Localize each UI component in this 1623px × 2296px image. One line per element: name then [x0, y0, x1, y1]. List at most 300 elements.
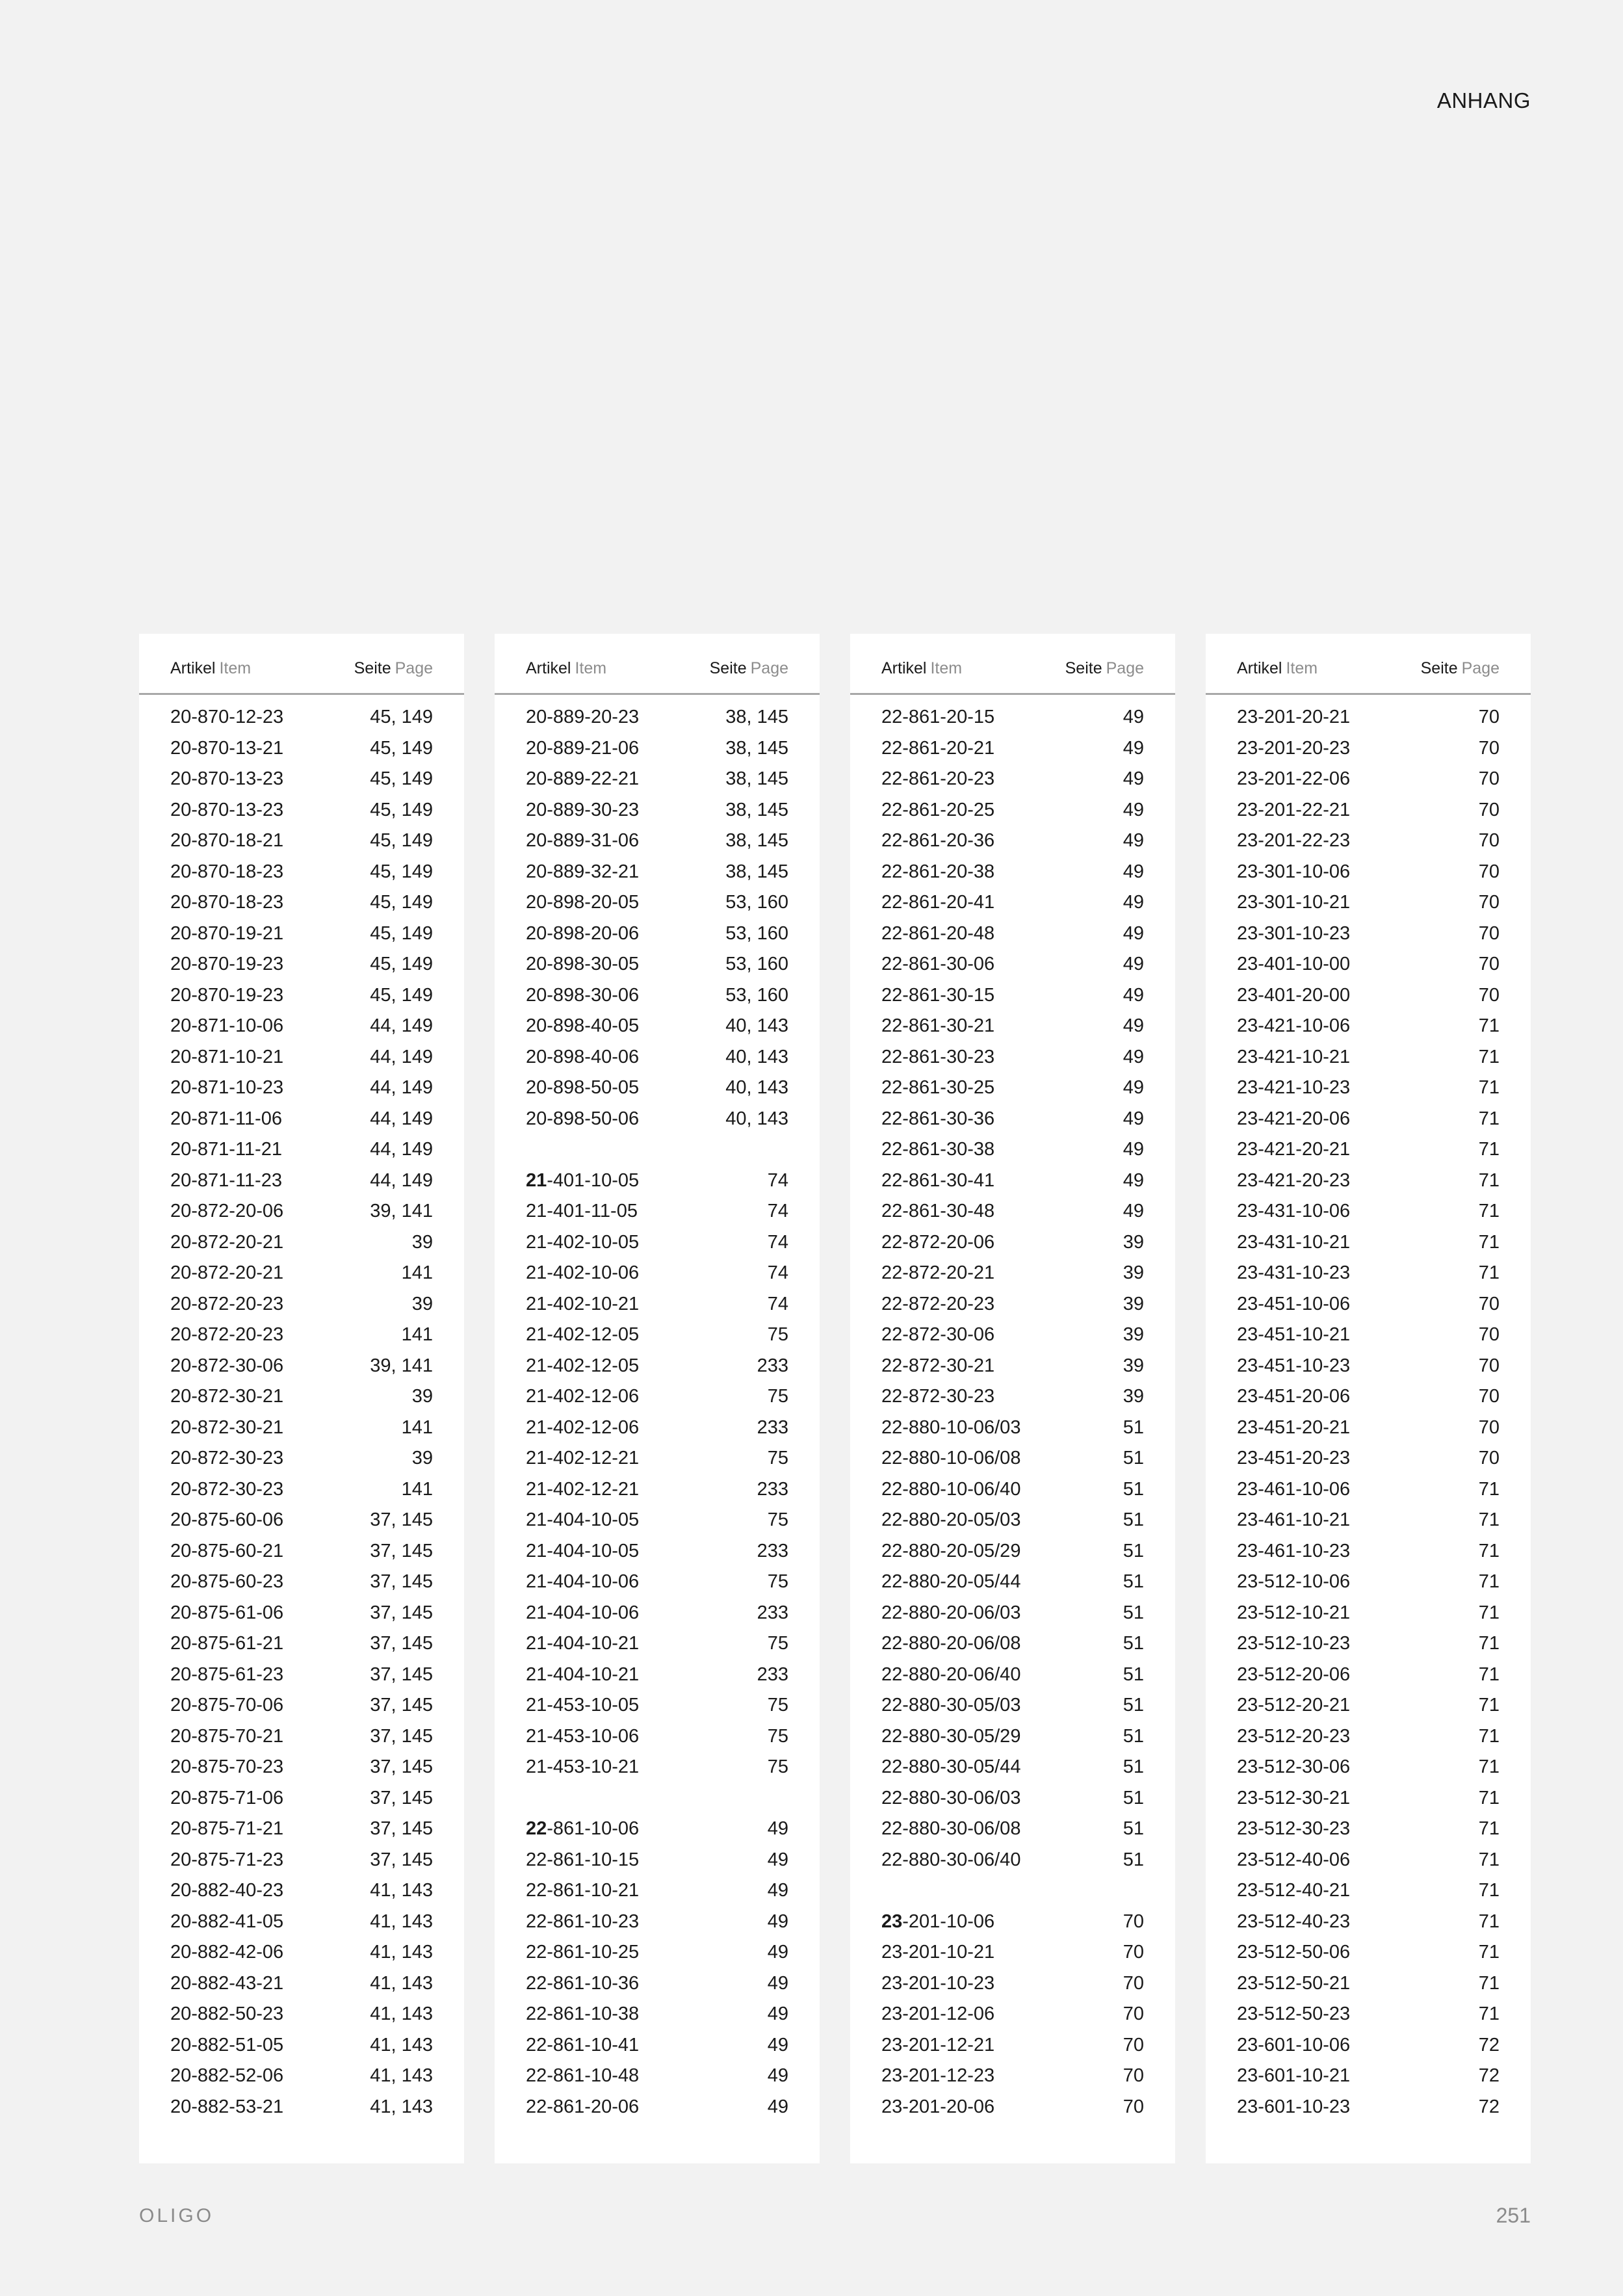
- table-row: [139, 1844, 464, 1875]
- table-row: [850, 887, 1175, 918]
- page-reference: 71: [1478, 2003, 1500, 2024]
- table-row: [1206, 2029, 1531, 2061]
- article-number: 20-875-71-21: [170, 1818, 284, 1839]
- article-number: 20-875-61-23: [170, 1663, 284, 1685]
- table-row: [495, 1195, 820, 1227]
- page-reference: 51: [1123, 1663, 1144, 1685]
- page-reference: 41, 143: [370, 2096, 433, 2117]
- page-reference: 51: [1123, 1633, 1144, 1654]
- table-row: [495, 1906, 820, 1937]
- table-row: [495, 763, 820, 794]
- page-reference: 74: [767, 1201, 788, 1221]
- table-row: [139, 1937, 464, 1968]
- article-number: 22-861-30-48: [881, 1201, 995, 1221]
- article-number: 21-402-12-21: [526, 1478, 640, 1500]
- table-row: [850, 701, 1175, 733]
- article-suffix: -401-10-05: [547, 1169, 640, 1191]
- page-reference: 44, 149: [370, 1108, 433, 1129]
- article-number: 20-898-20-06: [526, 922, 640, 944]
- table-row: [495, 1504, 820, 1535]
- page-reference: 70: [1123, 2003, 1144, 2024]
- article-number: 20-870-19-21: [170, 922, 284, 944]
- article-number: 23-201-20-06: [881, 2096, 995, 2117]
- index-column-3: [850, 634, 1175, 2163]
- page-reference: 49: [1123, 1077, 1144, 1098]
- article-number: 21-402-12-05: [526, 1355, 640, 1376]
- article-number: 23-601-10-21: [1237, 2065, 1351, 2086]
- article-number: 22-872-30-06: [881, 1324, 995, 1345]
- article-number: 22-880-10-06/40: [881, 1478, 1021, 1500]
- article-number: 21-402-10-05: [526, 1231, 640, 1253]
- table-row: [495, 794, 820, 826]
- table-row: [139, 2029, 464, 2061]
- table-row: [850, 2060, 1175, 2091]
- page-reference: 71: [1478, 1231, 1500, 1253]
- table-row: [139, 1906, 464, 1937]
- table-row: [139, 1103, 464, 1134]
- page-header-de: Seite: [1420, 659, 1458, 677]
- index-rows: [1206, 695, 1531, 2122]
- article-number: 22-880-30-06/03: [881, 1787, 1021, 1808]
- article-number: 20-872-20-21: [170, 1262, 284, 1283]
- article-number: 20-870-13-21: [170, 737, 284, 759]
- table-row: [850, 1628, 1175, 1659]
- table-row: [1206, 1381, 1531, 1412]
- page-reference: 41, 143: [370, 1942, 433, 1963]
- table-row: [1206, 1597, 1531, 1628]
- article-number: 23-431-10-06: [1237, 1201, 1351, 1221]
- article-number: 22-880-20-05/03: [881, 1509, 1021, 1530]
- table-row: [1206, 2091, 1531, 2122]
- page-reference: 49: [1123, 1015, 1144, 1036]
- page-reference: 38, 145: [725, 799, 788, 820]
- table-row: [850, 1474, 1175, 1505]
- table-row: [1206, 948, 1531, 980]
- table-row: [850, 1319, 1175, 1350]
- article-number: 22-861-20-23: [881, 768, 995, 789]
- table-row: [495, 1257, 820, 1288]
- table-row: [1206, 1721, 1531, 1752]
- table-row: [850, 1597, 1175, 1628]
- page-reference: 72: [1478, 2065, 1500, 2086]
- table-row: [850, 918, 1175, 949]
- column-header: [850, 634, 1175, 695]
- table-row: [850, 1504, 1175, 1535]
- item-header-de: Artikel: [881, 659, 927, 677]
- page-reference: 141: [401, 1262, 433, 1283]
- table-row: [139, 1813, 464, 1844]
- article-number: 22-872-20-21: [881, 1262, 995, 1283]
- article-number: 20-882-50-23: [170, 2003, 284, 2024]
- item-header-de: Artikel: [170, 659, 216, 677]
- article-number: 23-512-40-06: [1237, 1849, 1351, 1870]
- article-number: 21-404-10-05: [526, 1540, 640, 1561]
- table-row: [1206, 1844, 1531, 1875]
- article-number: 23-401-20-00: [1237, 984, 1351, 1006]
- item-header-en: Item: [930, 659, 963, 677]
- article-number: 23-431-10-21: [1237, 1231, 1351, 1253]
- table-row: [495, 1968, 820, 1999]
- index-rows: [850, 695, 1175, 2122]
- page-reference: 37, 145: [370, 1602, 433, 1623]
- table-row: [850, 794, 1175, 826]
- article-number: 22-880-10-06/03: [881, 1416, 1021, 1438]
- table-row: [139, 1381, 464, 1412]
- page-reference: 49: [767, 1880, 788, 1901]
- index-column-2: [495, 634, 820, 2163]
- table-row: [850, 1257, 1175, 1288]
- section-title: ANHANG: [1436, 88, 1531, 112]
- table-row: [850, 1010, 1175, 1041]
- page-reference: 45, 149: [370, 707, 433, 727]
- table-row: [495, 1319, 820, 1350]
- article-number: 22-880-10-06/08: [881, 1448, 1021, 1468]
- article-number: 23-201-20-23: [1237, 737, 1351, 759]
- page-reference: 37, 145: [370, 1818, 433, 1839]
- table-row: [1206, 1937, 1531, 1968]
- table-row: [1206, 1195, 1531, 1227]
- article-number: 20-872-30-21: [170, 1386, 284, 1407]
- article-number: 23-451-20-23: [1237, 1448, 1351, 1468]
- brand-logo: OLIGO: [139, 2205, 214, 2226]
- article-number: 23-301-10-06: [1237, 861, 1351, 882]
- article-number: 23-401-10-00: [1237, 954, 1351, 974]
- article-number: 20-898-50-06: [526, 1108, 640, 1129]
- article-number: 22-861-10-48: [526, 2065, 640, 2086]
- table-row: [1206, 1628, 1531, 1659]
- table-row: [1206, 763, 1531, 794]
- table-row: [850, 825, 1175, 856]
- page-reference: 41, 143: [370, 1972, 433, 1994]
- article-number: 20-870-13-23: [170, 768, 284, 789]
- article-number: 22-880-20-06/08: [881, 1633, 1021, 1654]
- article-number: 21-453-10-21: [526, 1756, 640, 1777]
- table-row: [850, 1288, 1175, 1320]
- page-reference: 49: [1123, 707, 1144, 727]
- table-row: [495, 1566, 820, 1597]
- page-reference: 70: [1478, 768, 1500, 789]
- page-reference: 39: [1123, 1262, 1144, 1283]
- article-number: 20-871-10-06: [170, 1015, 284, 1036]
- page-reference: 75: [767, 1509, 788, 1530]
- table-row: [1206, 701, 1531, 733]
- article-number: 22-861-30-15: [881, 984, 995, 1006]
- table-row: [139, 1566, 464, 1597]
- page-reference: 49: [767, 2096, 788, 2117]
- table-row: [139, 701, 464, 733]
- page-reference: 44, 149: [370, 1077, 433, 1098]
- page-reference: 51: [1123, 1448, 1144, 1468]
- table-row: [850, 1689, 1175, 1721]
- page-header-de: Seite: [354, 659, 391, 677]
- article-number: 22-861-30-23: [881, 1046, 995, 1067]
- page-reference: 39: [1123, 1355, 1144, 1376]
- table-row: [1206, 1906, 1531, 1937]
- table-row: [139, 1535, 464, 1567]
- table-row: [495, 1165, 820, 1196]
- page-reference: 71: [1478, 1972, 1500, 1994]
- table-row: [850, 1968, 1175, 1999]
- article-number: [526, 1170, 639, 1192]
- table-row: [139, 1350, 464, 1381]
- page-reference: 38, 145: [725, 707, 788, 727]
- article-number: 20-898-40-05: [526, 1015, 640, 1036]
- table-row: [495, 1442, 820, 1474]
- table-row: [495, 1381, 820, 1412]
- table-row: [1206, 1412, 1531, 1443]
- table-row: [1206, 1041, 1531, 1073]
- article-number: 22-861-30-36: [881, 1108, 995, 1129]
- table-row: [495, 733, 820, 764]
- table-row: [850, 980, 1175, 1011]
- page-reference: 51: [1123, 1478, 1144, 1500]
- article-number: 23-512-30-21: [1237, 1787, 1351, 1808]
- table-row: [139, 1998, 464, 2029]
- table-row: [1206, 856, 1531, 887]
- page-reference: 38, 145: [725, 768, 788, 789]
- article-number: 21-404-10-05: [526, 1509, 640, 1530]
- index-column-1: [139, 634, 464, 2163]
- article-number: 22-872-30-23: [881, 1386, 995, 1407]
- article-number: 22-861-30-38: [881, 1139, 995, 1160]
- page-reference: 71: [1478, 1756, 1500, 1777]
- page-reference: 75: [767, 1324, 788, 1345]
- article-number: 21-404-10-21: [526, 1663, 640, 1685]
- page-reference: 233: [757, 1355, 788, 1376]
- article-number: 20-898-30-05: [526, 954, 640, 974]
- table-row: [850, 1412, 1175, 1443]
- article-number: 20-889-31-06: [526, 830, 640, 851]
- page-reference: 71: [1478, 1015, 1500, 1036]
- article-number: 20-882-52-06: [170, 2065, 284, 2086]
- column-header: [1206, 634, 1531, 695]
- table-row: [850, 1381, 1175, 1412]
- article-number: 22-861-10-21: [526, 1880, 640, 1901]
- article-number: 23-512-40-23: [1237, 1911, 1351, 1932]
- table-row: [139, 1165, 464, 1196]
- article-number: 21-402-12-06: [526, 1386, 640, 1407]
- table-row: [1206, 1442, 1531, 1474]
- table-row: [139, 1195, 464, 1227]
- article-number: 22-861-10-25: [526, 1942, 640, 1963]
- article-number: 23-601-10-06: [1237, 2034, 1351, 2055]
- page-reference: 74: [767, 1169, 788, 1191]
- item-header-en: Item: [1286, 659, 1318, 677]
- article-number: 21-404-10-06: [526, 1602, 640, 1623]
- table-row: [495, 1628, 820, 1659]
- page-reference: 71: [1478, 1849, 1500, 1870]
- article-number: 23-201-22-21: [1237, 799, 1351, 820]
- page-reference: 70: [1478, 954, 1500, 974]
- article-number: 20-872-20-23: [170, 1293, 284, 1314]
- page-reference: 37, 145: [370, 1571, 433, 1592]
- page-reference: 40, 143: [725, 1046, 788, 1067]
- article-number: 23-461-10-21: [1237, 1509, 1351, 1530]
- article-number: 21-402-12-06: [526, 1416, 640, 1438]
- article-prefix: 23: [881, 1911, 903, 1932]
- article-number: 22-861-30-25: [881, 1077, 995, 1098]
- table-row: [495, 856, 820, 887]
- article-number: 23-421-10-21: [1237, 1046, 1351, 1067]
- page-reference: 70: [1478, 922, 1500, 944]
- article-number: 23-512-10-21: [1237, 1602, 1351, 1623]
- page-reference: 141: [401, 1478, 433, 1500]
- article-number: 20-875-70-06: [170, 1695, 284, 1715]
- page-reference: 39: [411, 1448, 433, 1468]
- article-number: 20-872-20-21: [170, 1231, 284, 1253]
- table-row: [1206, 1998, 1531, 2029]
- article-number: 23-512-10-23: [1237, 1633, 1351, 1654]
- page-reference: 233: [757, 1540, 788, 1561]
- article-number: 23-601-10-23: [1237, 2096, 1351, 2117]
- page-reference: 39, 141: [370, 1355, 433, 1376]
- article-number: 22-872-30-21: [881, 1355, 995, 1376]
- table-row: [1206, 1227, 1531, 1258]
- article-number: 22-880-20-05/29: [881, 1540, 1021, 1561]
- table-row: [850, 1227, 1175, 1258]
- table-row: [1206, 1319, 1531, 1350]
- article-number: 23-512-30-06: [1237, 1756, 1351, 1777]
- article-number: 22-861-20-15: [881, 707, 995, 727]
- page-reference: 75: [767, 1571, 788, 1592]
- page-reference: 71: [1478, 1695, 1500, 1715]
- table-row: [139, 1689, 464, 1721]
- article-number: 22-861-20-21: [881, 737, 995, 759]
- table-row: [495, 1813, 820, 1844]
- table-row: [495, 1844, 820, 1875]
- page-reference: 51: [1123, 1818, 1144, 1839]
- article-number: 20-882-42-06: [170, 1942, 284, 1963]
- page-reference: 70: [1478, 892, 1500, 913]
- table-row: [1206, 1813, 1531, 1844]
- article-number: 23-201-12-06: [881, 2003, 995, 2024]
- table-row: [495, 1597, 820, 1628]
- table-row: [1206, 1010, 1531, 1041]
- page-reference: 70: [1123, 2096, 1144, 2117]
- table-row: [850, 1998, 1175, 2029]
- page-header: [710, 659, 788, 678]
- item-header: [1237, 659, 1318, 678]
- table-row: [850, 1442, 1175, 1474]
- table-row: [139, 1504, 464, 1535]
- page-header: [1421, 659, 1500, 678]
- page-reference: 45, 149: [370, 737, 433, 759]
- page-reference: 37, 145: [370, 1849, 433, 1870]
- article-number: 20-870-18-23: [170, 892, 284, 913]
- page-reference: 71: [1478, 1911, 1500, 1932]
- table-row: [495, 980, 820, 1011]
- table-row: [1206, 1504, 1531, 1535]
- article-number: 20-872-20-06: [170, 1201, 284, 1221]
- page-reference: 39: [1123, 1386, 1144, 1407]
- page-reference: 70: [1123, 1911, 1144, 1932]
- page-reference: 49: [767, 2034, 788, 2055]
- article-number: 23-451-10-06: [1237, 1293, 1351, 1314]
- table-row: [139, 1227, 464, 1258]
- page-reference: 49: [1123, 1046, 1144, 1067]
- table-row: [139, 1597, 464, 1628]
- article-number: 23-421-20-06: [1237, 1108, 1351, 1129]
- article-number: [881, 1911, 994, 1933]
- table-row: [495, 1288, 820, 1320]
- page-reference: 41, 143: [370, 2034, 433, 2055]
- table-row: [139, 887, 464, 918]
- article-number: 22-880-30-05/29: [881, 1725, 1021, 1747]
- article-number: 23-451-10-23: [1237, 1355, 1351, 1376]
- article-number: 20-889-30-23: [526, 799, 640, 820]
- page-reference: 39: [411, 1386, 433, 1407]
- page-reference: 49: [1123, 737, 1144, 759]
- article-number: 22-861-10-36: [526, 1972, 640, 1994]
- article-number: 20-875-71-23: [170, 1849, 284, 1870]
- page-reference: 49: [767, 2065, 788, 2086]
- page-reference: 41, 143: [370, 2065, 433, 2086]
- page-reference: 71: [1478, 1818, 1500, 1839]
- table-row: [139, 1041, 464, 1073]
- table-row: [1206, 1689, 1531, 1721]
- table-row: [139, 1968, 464, 1999]
- article-number: 20-875-60-06: [170, 1509, 284, 1530]
- page-reference: 39: [1123, 1231, 1144, 1253]
- table-row: [1206, 1103, 1531, 1134]
- table-row: [139, 1875, 464, 1906]
- article-number: 23-201-10-23: [881, 1972, 995, 1994]
- table-row: [495, 825, 820, 856]
- page-reference: 41, 143: [370, 2003, 433, 2024]
- article-number: 20-882-41-05: [170, 1911, 284, 1932]
- page-reference: 45, 149: [370, 861, 433, 882]
- table-row: [495, 701, 820, 733]
- page-reference: 141: [401, 1324, 433, 1345]
- table-row: [850, 1350, 1175, 1381]
- article-number: 20-898-20-05: [526, 892, 640, 913]
- table-row: [1206, 2060, 1531, 2091]
- page-reference: 71: [1478, 1942, 1500, 1963]
- page-reference: 37, 145: [370, 1633, 433, 1654]
- article-number: 23-461-10-23: [1237, 1540, 1351, 1561]
- table-row: [1206, 1072, 1531, 1103]
- table-row: [139, 1628, 464, 1659]
- page-reference: 71: [1478, 1725, 1500, 1747]
- article-number: [526, 1818, 639, 1840]
- table-row: [1206, 1566, 1531, 1597]
- article-number: 22-861-20-36: [881, 830, 995, 851]
- table-row: [850, 1535, 1175, 1567]
- page-reference: 49: [1123, 768, 1144, 789]
- page-reference: 72: [1478, 2034, 1500, 2055]
- table-row: [850, 1165, 1175, 1196]
- article-number: 23-512-50-06: [1237, 1942, 1351, 1963]
- article-number: 23-512-40-21: [1237, 1880, 1351, 1901]
- article-number: 22-880-30-05/44: [881, 1756, 1021, 1777]
- page-reference: 49: [1123, 954, 1144, 974]
- page-reference: 71: [1478, 1046, 1500, 1067]
- article-number: 23-421-20-21: [1237, 1139, 1351, 1160]
- page-reference: 233: [757, 1478, 788, 1500]
- article-number: 21-453-10-06: [526, 1725, 640, 1747]
- page-reference: 141: [401, 1416, 433, 1438]
- article-number: 21-402-12-05: [526, 1324, 640, 1345]
- article-number: 23-201-20-21: [1237, 707, 1351, 727]
- page-reference: 45, 149: [370, 830, 433, 851]
- table-row: [850, 733, 1175, 764]
- index-rows: [139, 695, 464, 2122]
- page-reference: 44, 149: [370, 1169, 433, 1191]
- page-reference: 51: [1123, 1725, 1144, 1747]
- article-number: 22-880-20-05/44: [881, 1571, 1021, 1592]
- table-row: [1206, 1875, 1531, 1906]
- index-column-4: [1206, 634, 1531, 2163]
